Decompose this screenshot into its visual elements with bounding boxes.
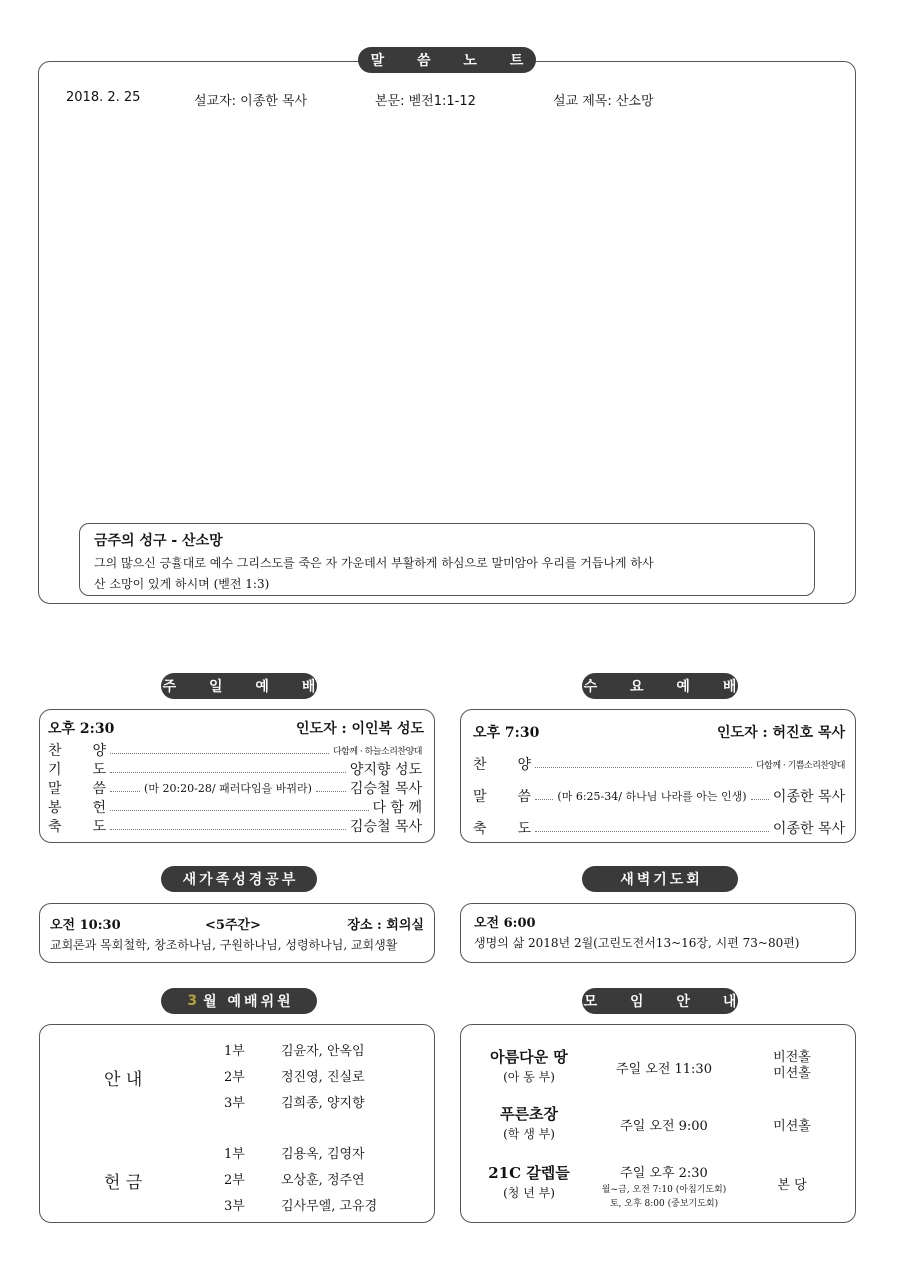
meeting-name: 푸른초장 [500,1105,558,1123]
committee-title [161,988,317,1014]
row-label-b: 도 [92,819,106,835]
row-label-b: 씀 [92,781,106,797]
committee-title-month: 3 [187,993,201,1009]
sermon-passage: 본문: 벧전1:1-12 [375,94,476,109]
row-label-b: 양 [517,757,531,773]
row-label-b: 헌 [92,800,106,816]
wednesday-time: 오후 7:30 [473,725,540,741]
committee-people: 오상훈, 정주연 [281,1173,365,1188]
meeting-place: 미션홀 [773,1119,811,1134]
committee-people: 김사무엘, 고유경 [281,1199,378,1214]
dawn-prayer-time: 오전 6:00 [474,916,536,931]
row-label-a: 찬 [473,757,487,773]
row-value: 김승철 목사 [349,781,422,797]
wednesday-service-title: 수 요 예 배 [582,673,738,699]
family-study-place: 장소 : 회의실 [347,918,424,933]
meetings-title: 모 임 안 내 [582,988,738,1014]
dot-leader [110,753,329,754]
meeting-time: 주일 오전 9:00 [620,1119,708,1134]
row-label-a: 찬 [48,743,62,759]
family-study-box [39,903,435,963]
sunday-row [48,797,422,817]
committee-part: 3부 [224,1199,245,1214]
committee-part: 2부 [224,1173,245,1188]
wednesday-row [473,754,845,774]
sermon-note-title: 말 씀 노 트 [358,47,536,73]
weekly-verse-line1: 그의 많으신 긍휼대로 예수 그리스도를 죽은 자 가운데서 부활하게 하심으로 말미암아 우리를 거듭나게 하사 [94,556,654,570]
weekly-verse-line2: 산 소망이 있게 하시며 (벧전 1:3) [94,577,270,591]
committee-part: 1부 [224,1147,245,1162]
row-detail: (마 6:25-34/ 하나님 나라를 아는 인생) [557,790,747,803]
weekly-verse-heading: 금주의 성구 - 산소망 [94,533,223,549]
row-label-b: 양 [92,743,106,759]
row-label-a: 축 [473,821,487,837]
sunday-row [48,816,422,836]
meeting-place: 본 당 [777,1178,807,1193]
meeting-extra: 토, 오후 8:00 (중보기도회) [609,1199,719,1209]
row-label-a: 기 [48,762,62,778]
row-value: 이종한 목사 [772,789,845,805]
family-study-title: 새가족성경공부 [161,866,317,892]
dot-leader [110,810,369,811]
row-value: 다함께 · 기쁨소리찬양대 [755,760,845,771]
row-label [48,778,106,798]
row-value: 다함께 · 하늘소리찬양대 [332,746,422,757]
row-detail: (마 20:20-28/ 패러다임을 바꿔라) [144,782,312,795]
sermon-preacher: 설교자: 이종한 목사 [194,94,308,109]
row-label [473,786,531,806]
wednesday-leader: 인도자 : 허진호 목사 [717,725,845,741]
committee-people: 김용옥, 김영자 [281,1147,365,1162]
family-study-time: 오전 10:30 [50,918,121,933]
row-label-b: 도 [92,762,106,778]
dot-leader [110,829,346,830]
committee-people: 정진영, 진실로 [281,1070,365,1085]
dot-leader [535,799,553,800]
row-label [48,759,106,779]
meeting-place: 미션홀 [773,1066,811,1081]
row-label [48,797,106,817]
sunday-row [48,740,422,760]
committee-part: 2부 [224,1070,245,1085]
dawn-prayer-desc: 생명의 삶 2018년 2월(고린도전서13~16장, 시편 73~80편) [474,936,800,950]
row-value: 다 함 께 [372,800,422,816]
row-label [473,754,531,774]
row-label [48,816,106,836]
dot-leader [110,772,346,773]
sunday-row [48,759,422,779]
wednesday-row [473,818,845,838]
meeting-place: 비전홀 [773,1050,811,1065]
dot-leader [535,767,752,768]
row-label-a: 봉 [48,800,62,816]
committee-part: 3부 [224,1096,245,1111]
meeting-time: 주일 오후 2:30 [620,1166,708,1181]
family-study-topics: 교회론과 목회철학, 창조하나님, 구원하나님, 성령하나님, 교회생활 [50,938,398,952]
row-label-b: 씀 [517,789,531,805]
dawn-prayer-title: 새벽기도회 [582,866,738,892]
sunday-time: 오후 2:30 [48,721,115,737]
meeting-name: 아름다운 땅 [490,1048,568,1066]
family-study-weeks: <5주간> [205,918,261,933]
committee-group-name: 헌 금 [104,1173,143,1193]
dot-leader [316,791,346,792]
row-label-a: 축 [48,819,62,835]
meeting-time: 주일 오전 11:30 [616,1062,712,1077]
wednesday-row [473,786,845,806]
meeting-sub: (청 년 부) [503,1186,555,1200]
meeting-sub: (아 동 부) [503,1070,555,1084]
committee-people: 김희종, 양지향 [281,1096,365,1111]
sermon-date: 2018. 2. 25 [66,90,141,105]
meeting-extra: 월~금, 오전 7:10 (아침기도회) [601,1185,727,1195]
row-value: 양지향 성도 [349,762,422,778]
committee-title-rest: 월 예배위원 [203,994,294,1010]
row-value: 김승철 목사 [349,819,422,835]
sunday-leader: 인도자 : 이인복 성도 [296,721,424,737]
sermon-title: 설교 제목: 산소망 [553,94,654,109]
row-label-a: 말 [48,781,62,797]
row-label-a: 말 [473,789,487,805]
meeting-name: 21C 갈렙들 [488,1164,570,1182]
dot-leader [751,799,769,800]
dot-leader [110,791,140,792]
dot-leader [535,831,769,832]
meeting-sub: (학 생 부) [503,1127,555,1141]
row-label [473,818,531,838]
sunday-row [48,778,422,798]
row-label-b: 도 [517,821,531,837]
committee-group-name: 안 내 [104,1070,143,1090]
sunday-service-title: 주 일 예 배 [161,673,317,699]
row-label [48,740,106,760]
committee-people: 김윤자, 안옥임 [281,1044,365,1059]
row-value: 이종한 목사 [772,821,845,837]
committee-part: 1부 [224,1044,245,1059]
